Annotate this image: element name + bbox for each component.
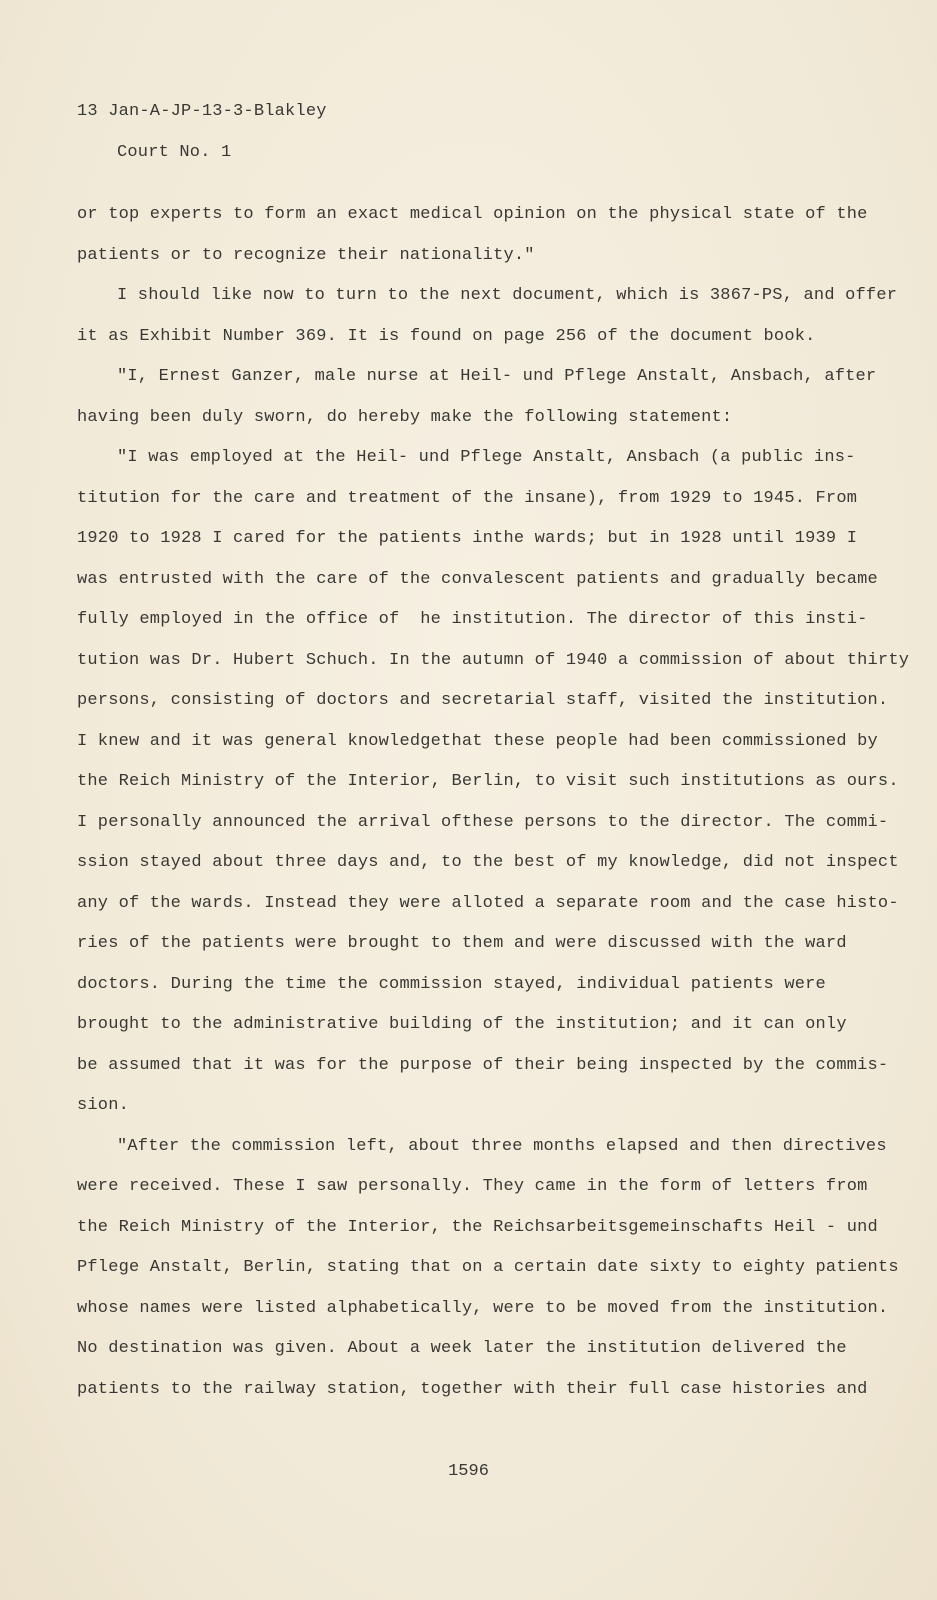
text-line: "I, Ernest Ganzer, male nurse at Heil- und Pflege Anstalt, Ansbach, after	[117, 367, 877, 386]
page-number: 1596	[448, 1462, 489, 1481]
text-line: brought to the administrative building of the institution; and it can only	[77, 1015, 847, 1034]
text-line: I knew and it was general knowledgethat these people had been commissioned by	[77, 731, 878, 751]
text-line: were received. These I saw personally. They came in the form of letters from	[77, 1177, 868, 1196]
text-line: ries of the patients were brought to them and were discussed with the ward	[77, 934, 847, 953]
text-line: "After the commission left, about three months elapsed and then directives	[117, 1136, 887, 1156]
text-line: doctors. During the time the commission stayed, individual patients were	[77, 974, 826, 994]
text-line: be assumed that it was for the purpose of their being inspected by the commis-	[77, 1055, 889, 1075]
text-line: patients or to recognize their nationality."	[77, 245, 535, 265]
text-line: or top experts to form an exact medical opinion on the physical state of the	[77, 205, 868, 224]
text-line: the Reich Ministry of the Interior, Berlin, to visit such institutions as ours.	[77, 772, 899, 791]
text-line: was entrusted with the care of the convalescent patients and gradually became	[77, 569, 878, 589]
text-line: No destination was given. About a week later the institution delivered the	[77, 1339, 847, 1358]
text-line: fully employed in the office of he institution. The director of this insti-	[77, 610, 868, 629]
text-line: 1920 to 1928 I cared for the patients inthe wards; but in 1928 until 1939 I	[77, 529, 858, 548]
text-line: I should like now to turn to the next document, which is 3867-PS, and offer	[117, 286, 898, 305]
text-line: any of the wards. Instead they were alloted a separate room and the case histo-	[77, 893, 899, 913]
text-line: tution was Dr. Hubert Schuch. In the autumn of 1940 a commission of about thirty	[77, 650, 910, 670]
text-line: sion.	[77, 1096, 130, 1115]
text-line: "I was employed at the Heil- und Pflege Anstalt, Ansbach (a public ins-	[117, 448, 856, 467]
court-number: Court No. 1	[117, 143, 232, 162]
text-line: ssion stayed about three days and, to the best of my knowledge, did not inspect	[77, 853, 899, 872]
text-line: having been duly sworn, do hereby make the following statement:	[77, 407, 733, 427]
text-line: it as Exhibit Number 369. It is found on page 256 of the document book.	[77, 326, 816, 346]
text-line: patients to the railway station, together with their full case histories and	[77, 1379, 868, 1399]
text-line: titution for the care and treatment of the insane), from 1929 to 1945. From	[77, 488, 858, 508]
text-line: the Reich Ministry of the Interior, the Reichsarbeitsgemeinschafts Heil - und	[77, 1217, 878, 1237]
text-line: whose names were listed alphabetically, were to be moved from the institution.	[77, 1298, 889, 1318]
text-line: Pflege Anstalt, Berlin, stating that on a certain date sixty to eighty patients	[77, 1258, 899, 1277]
text-line: I personally announced the arrival ofthese persons to the director. The commi-	[77, 812, 889, 832]
text-line: persons, consisting of doctors and secretarial staff, visited the institution.	[77, 691, 889, 710]
document-reference: 13 Jan-A-JP-13-3-Blakley	[77, 102, 327, 121]
